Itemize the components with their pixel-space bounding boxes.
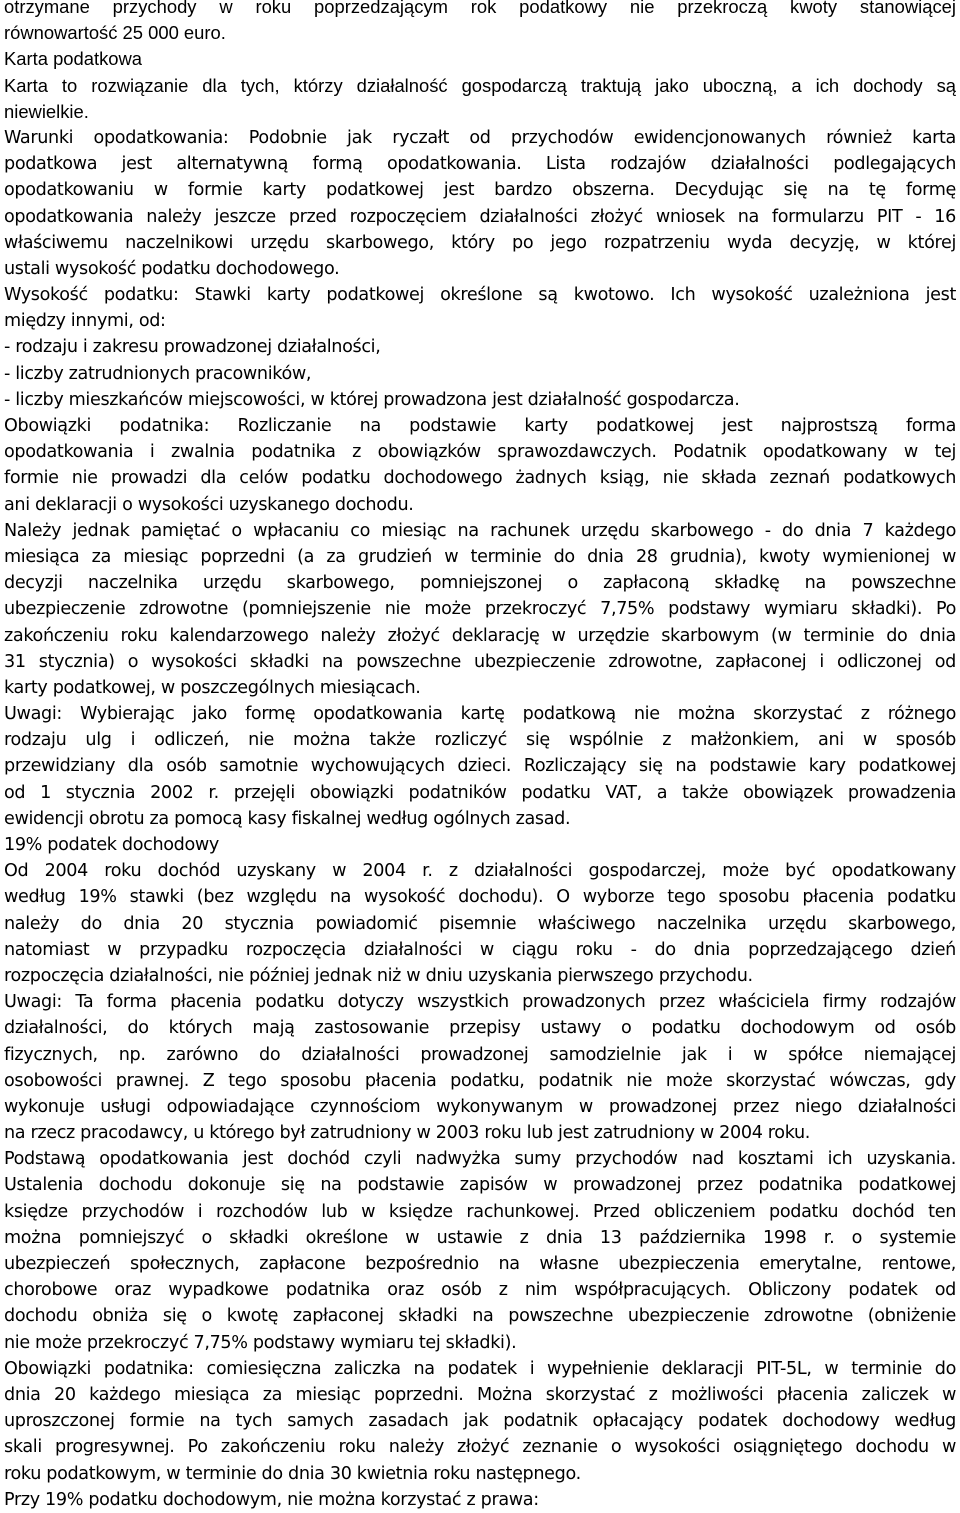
document-page [4, 0, 956, 1513]
text-line: fizycznych, np. zarówno do działalności prowadzonej samodzielnie jak i w spółce niemającej [4, 1044, 956, 1065]
text-line: dochodu obniża się o kwotę zapłaconej składki na powszechne ubezpieczenie zdrowotne (obniżenie [4, 1306, 956, 1327]
text-line: wykonuje usługi odpowiadające czynnościom wykonywanym w prowadzonej przez niego działalności [4, 1096, 956, 1117]
text-line: Podstawą opodatkowania jest dochód czyli nadwyżka sumy przychodów nad kosztami ich uzyskania. [4, 1149, 956, 1170]
text-line: karty podatkowej, w poszczególnych miesiącach. [4, 677, 421, 698]
text-line: należy do dnia 20 stycznia powiadomić pisemnie właściwego naczelnika urzędu skarbowego, [4, 913, 956, 934]
text-line: właściwemu naczelnikowi urzędu skarbowego, który po jego rozpatrzeniu wyda decyzję, w której [4, 232, 956, 253]
text-line: Warunki opodatkowania: Podobnie jak ryczałt od przychodów ewidencjonowanych również karta [4, 127, 956, 148]
text-line: dnia 20 każdego miesiąca za miesiąc poprzedni. Można skorzystać z możliwości płacenia zaliczek w [4, 1384, 956, 1405]
text-line: na rzecz pracodawcy, u którego był zatrudniony w 2003 roku lub jest zatrudniony w 2004 roku. [4, 1123, 811, 1144]
text-line: Od 2004 roku dochód uzyskany w 2004 r. z działalności gospodarczej, może być opodatkowany [4, 861, 956, 882]
text-line: nie może przekroczyć 7,75% podstawy wymiaru tej składki). [4, 1332, 517, 1353]
text-line: Obowiązki podatnika: Rozliczanie na podstawie karty podatkowej jest najprostszą forma [4, 416, 956, 436]
text-line: ani deklaracji o wysokości uzyskanego dochodu. [4, 494, 414, 515]
text-line: działalności, do których mają zastosowanie przepisy ustawy o podatku dochodowym od osób [4, 1018, 956, 1039]
text-line: decyzji naczelnika urzędu skarbowego, pomniejszonej o zapłaconą składkę na powszechne [4, 573, 956, 594]
text-line: równowartość 25 000 euro. [4, 22, 226, 44]
text-line: według 19% stawki (bez względu na wysokość dochodu). O wyborze tego sposobu płacenia podatku [4, 887, 956, 908]
text-line: natomiast w przypadku rozpoczęcia działalności w ciągu roku - do dnia poprzedzającego dzień [4, 939, 956, 960]
text-line: opodatkowania i zwalnia podatnika z obowiązków sprawozdawczych. Podatnik opodatkowany w tej [4, 442, 956, 463]
text-line: osobowości prawnej. Z tego sposobu płacenia podatku, podatnik nie może skorzystać wówczas, gdy [4, 1070, 956, 1091]
text-line: chorobowe oraz wypadkowe podatnika oraz osób z nim współpracujących. Obliczony podatek od [4, 1280, 956, 1301]
text-line: - liczby mieszkańców miejscowości, w której prowadzona jest działalność gospodarcza. [4, 389, 740, 410]
text-line: rozpoczęcia działalności, nie później jednak niż w dniu uzyskania pierwszego przychodu. [4, 965, 753, 986]
text-line: od 1 stycznia 2002 r. przejęli obowiązki podatników podatku VAT, a także obowiązek prowadzenia [4, 782, 956, 803]
text-line: niewielkie. [4, 100, 89, 122]
text-line: 31 stycznia) o wysokości składki na powszechne ubezpieczenie zdrowotne, zapłaconej i odliczonej od [4, 651, 956, 672]
text-line: Obowiązki podatnika: comiesięczna zaliczka na podatek i wypełnienie deklaracji PIT-5L, w terminie do [4, 1358, 956, 1379]
text-line: - liczby zatrudnionych pracowników, [4, 363, 312, 384]
text-line: ustali wysokość podatku dochodowego. [4, 258, 340, 279]
text-line: Należy jednak pamiętać o wpłacaniu co miesiąc na rachunek urzędu skarbowego - do dnia 7 każdego [4, 520, 956, 541]
text-line: 19% podatek dochodowy [4, 835, 219, 855]
text-line: opodatkowania należy jeszcze przed rozpoczęciem działalności złożyć wniosek na formularzu PIT - 16 [4, 206, 956, 227]
text-line: Uwagi: Wybierając jako formę opodatkowania kartę podatkową nie można skorzystać z różnego [4, 704, 956, 725]
text-line: ubezpieczenie zdrowotne (pomniejszenie nie może przekroczyć 7,75% podstawy wymiaru składki). Po [4, 599, 956, 620]
text-line: Karta podatkowa [4, 48, 143, 70]
text-line: podatkowa jest alternatywną formą opodatkowania. Lista rodzajów działalności podlegających [4, 154, 956, 175]
text-line: skali progresywnej. Po zakończeniu roku należy złożyć zeznanie o wysokości osiągniętego dochodu w [4, 1437, 956, 1458]
text-line: uproszczonej formie na tych samych zasadach jak podatnik opłacający podatek dochodowy według [4, 1411, 956, 1432]
text-line: miesiąca za miesiąc poprzedni (a za grudzień w terminie do dnia 28 grudnia), kwoty wymienionej w [4, 546, 956, 567]
text-line: ewidencji obrotu za pomocą kasy fiskalnej według ogólnych zasad. [4, 808, 571, 829]
text-line: Karta to rozwiązanie dla tych, którzy działalność gospodarczą traktują jako uboczną, a ich dochody są [4, 74, 956, 96]
text-line: ubezpieczeń społecznych, zapłacone bezpośrednio na własne ubezpieczenia emerytalne, rentowe, [4, 1254, 956, 1274]
text-line: Ustalenia dochodu dokonuje się na podstawie zapisów w prowadzonej przez podatnika podatkowej [4, 1175, 956, 1196]
text-line: Wysokość podatku: Stawki karty podatkowej określone są kwotowo. Ich wysokość uzależniona jest [4, 285, 956, 306]
text-line: między innymi, od: [4, 311, 166, 332]
text-line: przewidziany dla osób samotnie wychowujących dzieci. Rozliczający się na podstawie kary podatkowej [4, 756, 956, 777]
text-line: Przy 19% podatku dochodowym, nie można korzystać z prawa: [4, 1489, 539, 1510]
text-line: można pomniejszyć o składki określone w ustawie z dnia 13 października 1998 r. o systemie [4, 1227, 956, 1248]
text-line: rodzaju ulg i odliczeń, nie można także rozliczyć się wspólnie z małżonkiem, ani w sposób [4, 730, 956, 751]
text-line: Uwagi: Ta forma płacenia podatku dotyczy wszystkich prowadzonych przez właściciela firmy rodzajów [4, 992, 956, 1013]
text-line: zakończeniu roku kalendarzowego należy złożyć deklarację w urzędzie skarbowym (w terminie do dnia [4, 625, 956, 646]
text-line: formie nie prowadzi dla celów podatku dochodowego żadnych ksiąg, nie składa zeznań podatkowych [4, 468, 956, 489]
text-line: otrzymane przychody w roku poprzedzającym rok podatkowy nie przekroczą kwoty stanowiącej [4, 0, 956, 17]
text-line: roku podatkowym, w terminie do dnia 30 kwietnia roku następnego. [4, 1463, 581, 1484]
text-line: opodatkowaniu w formie karty podatkowej jest bardzo obszerna. Decydując się na tę formę [4, 180, 956, 201]
text-line: - rodzaju i zakresu prowadzonej działalności, [4, 337, 381, 358]
text-line: księdze przychodów i rozchodów lub w księdze rachunkowej. Przed obliczeniem podatku dochód ten [4, 1201, 956, 1222]
